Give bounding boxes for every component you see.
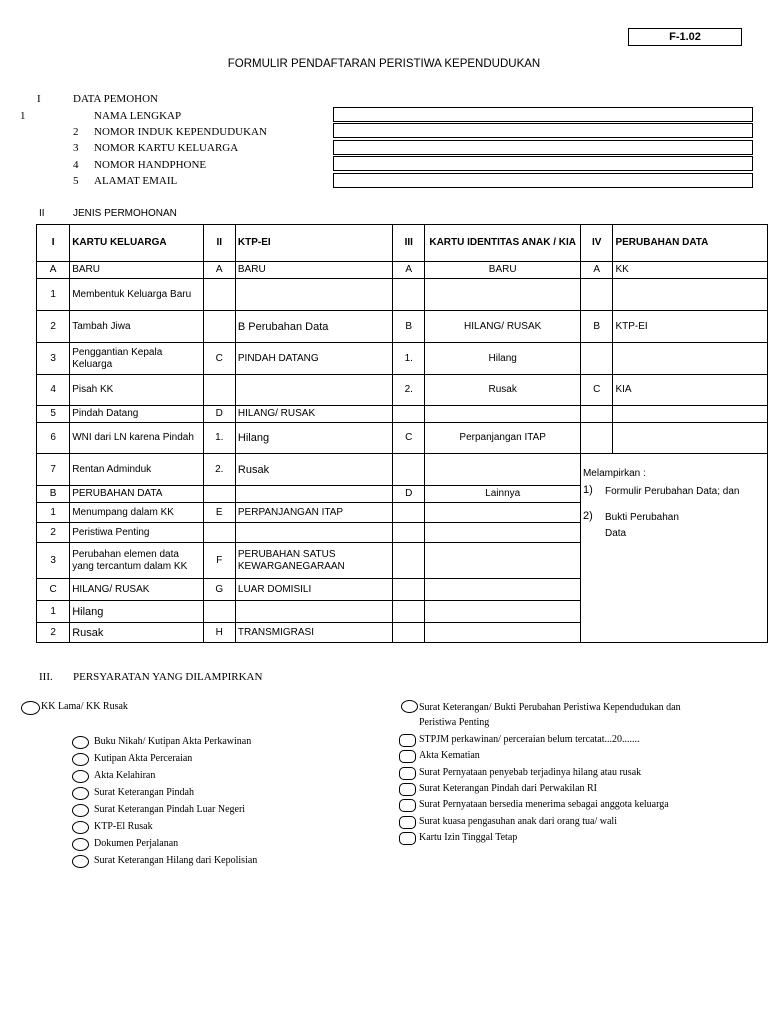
table-cell: D: [203, 406, 235, 423]
permohonan-table: [36, 224, 768, 643]
table-cell: C: [37, 579, 70, 601]
table-cell: D: [393, 486, 425, 503]
table-cell[interactable]: [613, 343, 768, 375]
table-cell[interactable]: [235, 486, 392, 503]
table-cell: [203, 311, 235, 343]
table-cell: C: [203, 343, 235, 375]
input-handphone[interactable]: [333, 156, 753, 171]
table-cell: 1: [37, 601, 70, 623]
table-cell: Rusak: [70, 623, 203, 643]
table-cell: Rusak: [425, 375, 581, 406]
table-row: [37, 375, 768, 406]
table-cell[interactable]: [425, 601, 581, 623]
table-cell: Hilang: [70, 601, 203, 623]
checkbox-akta-kematian[interactable]: [399, 750, 416, 763]
form-code-box: F-1.02: [628, 28, 742, 46]
field-num: 5: [73, 175, 79, 187]
table-header-row: [37, 225, 768, 262]
table-cell[interactable]: [580, 406, 612, 423]
table-cell: PERPANJANGAN ITAP: [235, 503, 392, 523]
table-cell[interactable]: [425, 523, 581, 543]
checklist-label: KK Lama/ KK Rusak: [41, 701, 128, 712]
field-label-kk: NOMOR KARTU KELUARGA: [94, 142, 239, 154]
table-cell[interactable]: [393, 406, 425, 423]
table-cell[interactable]: [393, 454, 425, 486]
table-row: [37, 406, 768, 423]
table-cell[interactable]: [580, 423, 612, 454]
table-cell: G: [203, 579, 235, 601]
table-cell: 3: [37, 543, 70, 579]
table-cell: 2: [37, 623, 70, 643]
table-cell: Perpanjangan ITAP: [425, 423, 581, 454]
checklist-label: Surat kuasa pengasuhan anak dari orang tua/ wali: [419, 816, 617, 827]
table-cell[interactable]: [613, 279, 768, 311]
input-no-kk[interactable]: [333, 140, 753, 155]
table-cell: Peristiwa Penting: [70, 523, 203, 543]
table-cell[interactable]: [393, 523, 425, 543]
table-cell: Hilang: [235, 423, 392, 454]
checkbox-akta-kelahiran[interactable]: [72, 770, 89, 783]
table-cell[interactable]: [203, 601, 235, 623]
table-cell: Pisah KK: [70, 375, 203, 406]
table-cell[interactable]: [393, 601, 425, 623]
table-cell[interactable]: [425, 543, 581, 579]
checklist-label: Surat Keterangan Pindah: [94, 787, 194, 798]
table-row: [37, 454, 768, 486]
table-cell: B: [580, 311, 612, 343]
table-cell[interactable]: [393, 503, 425, 523]
section3-roman: III.: [39, 671, 53, 683]
table-cell[interactable]: [393, 623, 425, 643]
lampiran-text: Bukti Perubahan Data: [604, 512, 679, 539]
section1-roman: I: [37, 93, 41, 105]
checklist-label: Surat Keterangan/ Bukti Perubahan Peristiwa Kependudukan dan Peristiwa Penting: [419, 702, 681, 728]
table-cell: 1: [37, 503, 70, 523]
input-nik[interactable]: [333, 123, 753, 138]
table-cell: WNI dari LN karena Pindah: [70, 423, 203, 454]
table-cell[interactable]: [203, 486, 235, 503]
table-cell: 7: [37, 454, 70, 486]
table-cell: 5: [37, 406, 70, 423]
field-label-hp: NOMOR HANDPHONE: [94, 159, 207, 171]
table-cell[interactable]: [425, 579, 581, 601]
section2-heading: JENIS PERMOHONAN: [73, 208, 177, 219]
table-cell: Rusak: [235, 454, 392, 486]
table-cell[interactable]: [613, 406, 768, 423]
table-cell: TRANSMIGRASI: [235, 623, 392, 643]
table-cell: HILANG/ RUSAK: [70, 579, 203, 601]
checklist-label: Surat Keterangan Hilang dari Kepolisian: [94, 855, 258, 866]
header-roman: I: [37, 225, 70, 262]
checklist-label: KTP-El Rusak: [94, 821, 153, 832]
header-ktp-el: KTP-EI: [235, 225, 392, 262]
table-cell[interactable]: [203, 279, 235, 311]
table-cell[interactable]: [425, 503, 581, 523]
lampiran-cell: [580, 454, 767, 643]
table-cell[interactable]: [425, 406, 581, 423]
checkbox-surat-kuasa[interactable]: [399, 816, 416, 829]
table-cell: B Perubahan Data: [235, 311, 392, 343]
table-cell[interactable]: [425, 623, 581, 643]
table-cell: PERUBAHAN DATA: [70, 486, 203, 503]
checklist-label: Dokumen Perjalanan: [94, 838, 179, 849]
table-cell: Menumpang dalam KK: [70, 503, 203, 523]
checkbox-dokumen-perjalanan[interactable]: [72, 838, 89, 851]
table-cell: 2: [37, 523, 70, 543]
table-cell[interactable]: [235, 279, 392, 311]
checkbox-surat-pernyataan-hilang[interactable]: [399, 767, 416, 780]
section2-roman: II: [39, 208, 45, 219]
header-roman: IV: [580, 225, 612, 262]
checklist-label: Surat Pernyataan penyebab terjadinya hilang atau rusak: [419, 767, 642, 778]
table-cell: B: [393, 311, 425, 343]
table-cell: 1.: [203, 423, 235, 454]
table-cell[interactable]: [425, 279, 581, 311]
lampiran-item: [583, 510, 763, 542]
section1-heading: DATA PEMOHON: [73, 93, 158, 105]
table-cell[interactable]: [425, 454, 581, 486]
checkbox-kitap[interactable]: [399, 832, 416, 845]
field-num: 1: [20, 110, 26, 122]
table-cell: E: [203, 503, 235, 523]
lampiran-num: 1): [582, 484, 593, 496]
table-cell: BARU: [235, 262, 392, 279]
checkbox-kk-lama[interactable]: [21, 701, 40, 715]
table-cell[interactable]: [203, 375, 235, 406]
table-cell: KIA: [613, 375, 768, 406]
table-cell: BARU: [70, 262, 203, 279]
table-cell: 1: [37, 279, 70, 311]
table-cell: Hilang: [425, 343, 581, 375]
checklist-label: Surat Keterangan Pindah dari Perwakilan RI: [419, 783, 598, 794]
table-cell: F: [203, 543, 235, 579]
lampiran-num: 2): [582, 510, 593, 522]
checkbox-ktp-rusak[interactable]: [72, 821, 89, 834]
lampiran-text: Formulir Perubahan Data; dan: [604, 486, 740, 497]
table-row: [37, 343, 768, 375]
table-cell: Penggantian Kepala Keluarga: [70, 343, 203, 375]
table-row: [37, 423, 768, 454]
field-num: 3: [73, 142, 79, 154]
checkbox-stpjm[interactable]: [399, 734, 416, 747]
table-cell: A: [393, 262, 425, 279]
table-row: [37, 311, 768, 343]
checkbox-akta-cerai[interactable]: [72, 753, 89, 766]
table-cell: PINDAH DATANG: [235, 343, 392, 375]
checklist-label: Surat Pernyataan bersedia menerima sebagai anggota keluarga: [419, 799, 669, 810]
table-cell: Tambah Jiwa: [70, 311, 203, 343]
checklist-label: Akta Kelahiran: [94, 770, 156, 781]
checkbox-sk-hilang[interactable]: [72, 855, 89, 868]
table-cell: 6: [37, 423, 70, 454]
checklist-label: Buku Nikah/ Kutipan Akta Perkawinan: [94, 736, 252, 747]
header-roman: III: [393, 225, 425, 262]
field-label-email: ALAMAT EMAIL: [94, 175, 178, 187]
checklist-label: Akta Kematian: [419, 750, 480, 761]
checkbox-buku-nikah[interactable]: [72, 736, 89, 749]
table-cell: 4: [37, 375, 70, 406]
table-cell: H: [203, 623, 235, 643]
checkbox-surat-pernyataan-anggota[interactable]: [399, 799, 416, 812]
checkbox-sk-bukti-perubahan[interactable]: [401, 700, 418, 713]
table-cell: Pindah Datang: [70, 406, 203, 423]
table-cell: Lainnya: [425, 486, 581, 503]
table-cell: C: [580, 375, 612, 406]
table-cell[interactable]: [235, 523, 392, 543]
table-cell[interactable]: [235, 375, 392, 406]
table-cell: Membentuk Keluarga Baru: [70, 279, 203, 311]
checklist-label: Surat Keterangan Pindah Luar Negeri: [94, 804, 246, 815]
table-cell[interactable]: [580, 343, 612, 375]
table-cell[interactable]: [203, 523, 235, 543]
table-row: [37, 279, 768, 311]
checkbox-sk-pindah[interactable]: [72, 787, 89, 800]
header-kia: KARTU IDENTITAS ANAK / KIA: [425, 225, 581, 262]
header-kartu-keluarga: KARTU KELUARGA: [70, 225, 203, 262]
form-title: FORMULIR PENDAFTARAN PERISTIWA KEPENDUDUKAN: [227, 58, 541, 70]
table-cell: HILANG/ RUSAK: [235, 406, 392, 423]
table-cell: 1.: [393, 343, 425, 375]
table-cell: LUAR DOMISILI: [235, 579, 392, 601]
table-cell: Perubahan elemen data yang tercantum dalam KK: [70, 543, 203, 579]
field-num: 4: [73, 159, 79, 171]
table-cell: 2.: [393, 375, 425, 406]
table-cell[interactable]: [235, 601, 392, 623]
table-cell: 2: [37, 311, 70, 343]
header-perubahan-data: PERUBAHAN DATA: [613, 225, 768, 262]
checklist-label: Kutipan Akta Perceraian: [94, 753, 193, 764]
field-label-nik: NOMOR INDUK KEPENDUDUKAN: [94, 126, 267, 138]
lampiran-item: [583, 484, 763, 500]
table-cell: A: [203, 262, 235, 279]
table-row: [37, 262, 768, 279]
table-cell: Rentan Adminduk: [70, 454, 203, 486]
table-cell: A: [37, 262, 70, 279]
table-cell: A: [580, 262, 612, 279]
checklist-label: STPJM perkawinan/ perceraian belum tercatat...20.......: [419, 734, 640, 745]
lampiran-heading: Melampirkan :: [582, 468, 646, 479]
table-cell[interactable]: [393, 579, 425, 601]
section3-heading: PERSYARATAN YANG DILAMPIRKAN: [73, 671, 263, 683]
checkbox-sk-pindah-ln[interactable]: [72, 804, 89, 817]
header-roman: II: [203, 225, 235, 262]
table-cell[interactable]: [393, 543, 425, 579]
field-label-nama: NAMA LENGKAP: [94, 110, 182, 122]
checklist-label: Kartu Izin Tinggal Tetap: [419, 832, 518, 843]
table-cell[interactable]: [393, 279, 425, 311]
table-cell: 3: [37, 343, 70, 375]
table-cell: 2.: [203, 454, 235, 486]
table-cell: HILANG/ RUSAK: [425, 311, 581, 343]
table-cell: KTP-EI: [613, 311, 768, 343]
table-cell: BARU: [425, 262, 581, 279]
checkbox-sk-perwakilan[interactable]: [399, 783, 416, 796]
input-nama-lengkap[interactable]: [333, 107, 753, 122]
table-cell: KK: [613, 262, 768, 279]
table-cell[interactable]: [580, 279, 612, 311]
table-cell[interactable]: [613, 423, 768, 454]
table-cell: PERUBAHAN SATUS KEWARGANEGARAAN: [235, 543, 392, 579]
table-cell: C: [393, 423, 425, 454]
table-cell: B: [37, 486, 70, 503]
input-email[interactable]: [333, 173, 753, 188]
field-num: 2: [73, 126, 79, 138]
